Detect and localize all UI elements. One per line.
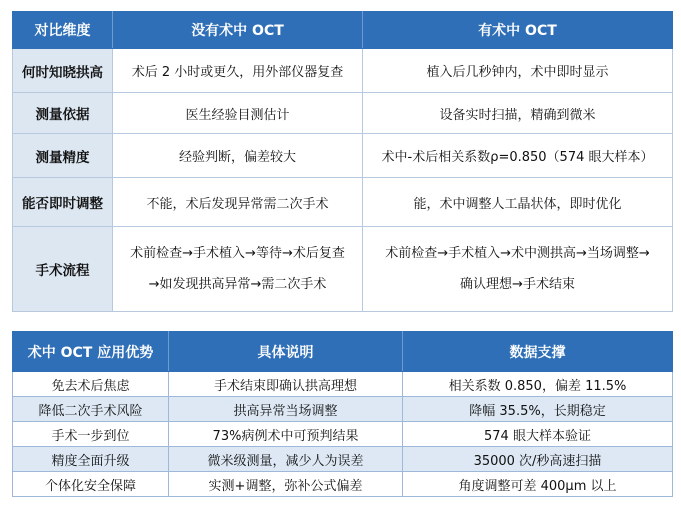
dimension-cell: 何时知晓拱高 bbox=[13, 49, 113, 93]
header-evidence: 数据支撑 bbox=[403, 332, 673, 372]
header-description: 具体说明 bbox=[169, 332, 403, 372]
with-oct-cell: 术中-术后相关系数ρ=0.850（574 眼大样本） bbox=[363, 134, 673, 178]
advantage-cell: 免去术后焦虑 bbox=[13, 372, 169, 397]
table-row bbox=[13, 372, 673, 397]
header-advantage: 术中 OCT 应用优势 bbox=[13, 332, 169, 372]
advantage-cell: 手术一步到位 bbox=[13, 422, 169, 447]
dimension-cell: 测量精度 bbox=[13, 134, 113, 178]
table-row bbox=[13, 49, 673, 93]
description-cell: 拱高异常当场调整 bbox=[169, 397, 403, 422]
header-without-oct: 没有术中 OCT bbox=[113, 12, 363, 49]
without-oct-cell: 经验判断，偏差较大 bbox=[113, 134, 363, 178]
flow-line: 术前检查→手术植入→术中测拱高→当场调整→ bbox=[385, 246, 650, 261]
advantage-cell: 降低二次手术风险 bbox=[13, 397, 169, 422]
comparison-header-row bbox=[13, 12, 673, 49]
dimension-cell: 手术流程 bbox=[13, 227, 113, 312]
evidence-cell: 角度调整可差 400μm 以上 bbox=[403, 472, 673, 497]
table-row bbox=[13, 447, 673, 472]
without-oct-cell: 不能，术后发现异常需二次手术 bbox=[113, 178, 363, 227]
table-row bbox=[13, 227, 673, 312]
table-row bbox=[13, 134, 673, 178]
advantages-table bbox=[12, 331, 673, 497]
flow-line: 确认理想→手术结束 bbox=[460, 277, 575, 292]
table-row bbox=[13, 472, 673, 497]
with-oct-cell: 能，术中调整人工晶状体，即时优化 bbox=[363, 178, 673, 227]
evidence-cell: 574 眼大样本验证 bbox=[403, 422, 673, 447]
table-row bbox=[13, 397, 673, 422]
table-row bbox=[13, 93, 673, 134]
comparison-table bbox=[12, 11, 673, 312]
description-cell: 73%病例术中可预判结果 bbox=[169, 422, 403, 447]
description-cell: 手术结束即确认拱高理想 bbox=[169, 372, 403, 397]
evidence-cell: 相关系数 0.850，偏差 11.5% bbox=[403, 372, 673, 397]
advantage-cell: 个体化安全保障 bbox=[13, 472, 169, 497]
without-oct-cell: 术后 2 小时或更久，用外部仪器复查 bbox=[113, 49, 363, 93]
dimension-cell: 测量依据 bbox=[13, 93, 113, 134]
without-oct-flow-cell bbox=[113, 227, 363, 312]
flow-line: 术前检查→手术植入→等待→术后复查 bbox=[130, 246, 345, 261]
with-oct-cell: 植入后几秒钟内，术中即时显示 bbox=[363, 49, 673, 93]
evidence-cell: 35000 次/秒高速扫描 bbox=[403, 447, 673, 472]
flow-line: →如发现拱高异常→需二次手术 bbox=[148, 277, 327, 292]
header-with-oct: 有术中 OCT bbox=[363, 12, 673, 49]
dimension-cell: 能否即时调整 bbox=[13, 178, 113, 227]
table-row bbox=[13, 422, 673, 447]
table-row bbox=[13, 178, 673, 227]
advantage-cell: 精度全面升级 bbox=[13, 447, 169, 472]
description-cell: 微米级测量，减少人为误差 bbox=[169, 447, 403, 472]
with-oct-flow-cell bbox=[363, 227, 673, 312]
header-dimension: 对比维度 bbox=[13, 12, 113, 49]
without-oct-cell: 医生经验目测估计 bbox=[113, 93, 363, 134]
with-oct-cell: 设备实时扫描，精确到微米 bbox=[363, 93, 673, 134]
description-cell: 实测+调整，弥补公式偏差 bbox=[169, 472, 403, 497]
advantages-header-row bbox=[13, 332, 673, 372]
evidence-cell: 降幅 35.5%，长期稳定 bbox=[403, 397, 673, 422]
